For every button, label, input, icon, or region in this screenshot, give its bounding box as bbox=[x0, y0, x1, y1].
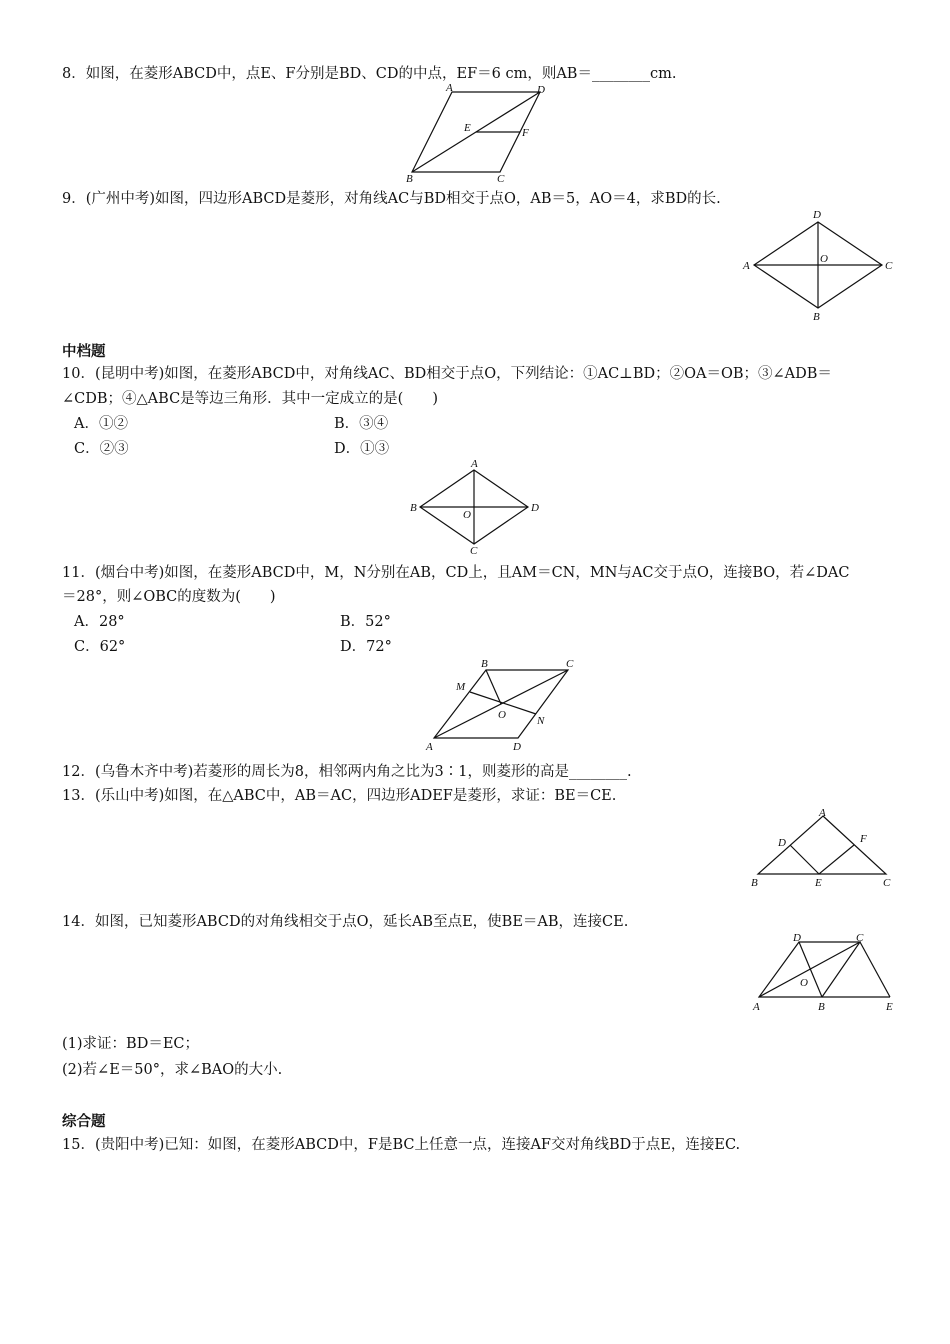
fig14-label-d: D bbox=[793, 932, 801, 944]
question-11-line1: 11．(烟台中考)如图，在菱形ABCD中，M，N分别在AB，CD上，且AM＝CN，MN与AC交于点O，连接BO，若∠DAC bbox=[62, 565, 850, 581]
question-10-option-d: D．①③ bbox=[334, 441, 390, 457]
fig11-label-a: A bbox=[426, 741, 433, 753]
figure-11-rhombus bbox=[418, 656, 588, 754]
figure-10-rhombus bbox=[404, 458, 544, 556]
question-11-line2: ＝28°，则∠OBC的度数为( ) bbox=[62, 589, 276, 605]
fig13-label-a: A bbox=[819, 807, 826, 819]
question-9: 9．(广州中考)如图，四边形ABCD是菱形，对角线AC与BD相交于点O，AB＝5，AO＝4，求BD的长. bbox=[62, 191, 721, 207]
fig10-label-d: D bbox=[531, 502, 539, 514]
question-11-option-d: D．72° bbox=[340, 639, 392, 655]
question-15: 15．(贵阳中考)已知：如图，在菱形ABCD中，F是BC上任意一点，连接AF交对角线BD于点E，连接EC. bbox=[62, 1137, 741, 1153]
question-13: 13．(乐山中考)如图，在△ABC中，AB＝AC，四边形ADEF是菱形，求证：BE＝CE. bbox=[62, 788, 617, 804]
question-12: 12．(乌鲁木齐中考)若菱形的周长为8，相邻两内角之比为3∶1，则菱形的高是________. bbox=[62, 764, 632, 780]
fig11-label-m: M bbox=[456, 681, 466, 693]
question-14-part1: (1)求证：BD＝EC； bbox=[62, 1036, 199, 1052]
question-10-option-b: B．③④ bbox=[334, 416, 389, 432]
fig11-label-o: O bbox=[498, 709, 506, 721]
question-11-option-c: C．62° bbox=[74, 639, 126, 655]
figure-8-rhombus bbox=[398, 82, 558, 184]
question-14-part2: (2)若∠E＝50°，求∠BAO的大小. bbox=[62, 1062, 283, 1078]
fig14-label-e: E bbox=[886, 1001, 893, 1013]
fig14-label-b: B bbox=[818, 1001, 825, 1013]
question-11-option-b: B．52° bbox=[340, 614, 391, 630]
fig9-label-b: B bbox=[813, 311, 820, 323]
question-8: 8．如图，在菱形ABCD中，点E、F分别是BD、CD的中点，EF＝6 cm，则AB＝________cm. bbox=[62, 66, 677, 82]
fig10-label-o: O bbox=[463, 509, 471, 521]
fig9-label-c: C bbox=[885, 260, 893, 272]
fig8-label-c: C bbox=[497, 173, 505, 184]
fig14-label-o: O bbox=[800, 977, 808, 989]
fig10-label-b: B bbox=[410, 502, 417, 514]
section-title-comprehensive: 综合题 bbox=[62, 1114, 106, 1130]
fig10-label-c: C bbox=[470, 545, 478, 556]
figure-9-rhombus bbox=[736, 206, 901, 324]
fig8-label-e: E bbox=[464, 122, 471, 134]
fig11-label-n: N bbox=[537, 715, 545, 727]
figure-13-triangle bbox=[746, 806, 902, 890]
fig14-label-a: A bbox=[753, 1001, 760, 1013]
fig8-label-f: F bbox=[522, 127, 529, 139]
fig14-label-c: C bbox=[856, 932, 864, 944]
fig11-label-d: D bbox=[513, 741, 521, 753]
fig8-label-b: B bbox=[406, 173, 413, 184]
question-10-line1: 10．(昆明中考)如图，在菱形ABCD中，对角线AC、BD相交于点O，下列结论：①AC⊥BD；②OA＝OB；③∠ADB＝ bbox=[62, 366, 832, 382]
fig9-label-o: O bbox=[820, 253, 828, 265]
figure-14-rhombus-extended bbox=[746, 928, 902, 1016]
fig9-label-d: D bbox=[813, 209, 821, 221]
question-10-line2: ∠CDB；④△ABC是等边三角形．其中一定成立的是( ) bbox=[62, 391, 438, 407]
fig13-label-f: F bbox=[860, 833, 867, 845]
question-14: 14．如图，已知菱形ABCD的对角线相交于点O，延长AB至点E，使BE＝AB，连接CE. bbox=[62, 914, 629, 930]
question-10-option-a: A．①② bbox=[74, 416, 128, 432]
fig13-label-d: D bbox=[778, 837, 786, 849]
fig11-label-c: C bbox=[566, 658, 574, 670]
question-10-option-c: C．②③ bbox=[74, 441, 129, 457]
fig13-label-e: E bbox=[815, 877, 822, 889]
fig13-label-c: C bbox=[883, 877, 891, 889]
fig9-label-a: A bbox=[743, 260, 750, 272]
question-11-option-a: A．28° bbox=[74, 614, 125, 630]
section-title-intermediate: 中档题 bbox=[62, 344, 106, 360]
fig8-label-d: D bbox=[537, 84, 545, 96]
fig11-label-b: B bbox=[481, 658, 488, 670]
fig13-label-b: B bbox=[751, 877, 758, 889]
fig10-label-a: A bbox=[471, 458, 478, 470]
fig8-label-a: A bbox=[446, 82, 453, 94]
